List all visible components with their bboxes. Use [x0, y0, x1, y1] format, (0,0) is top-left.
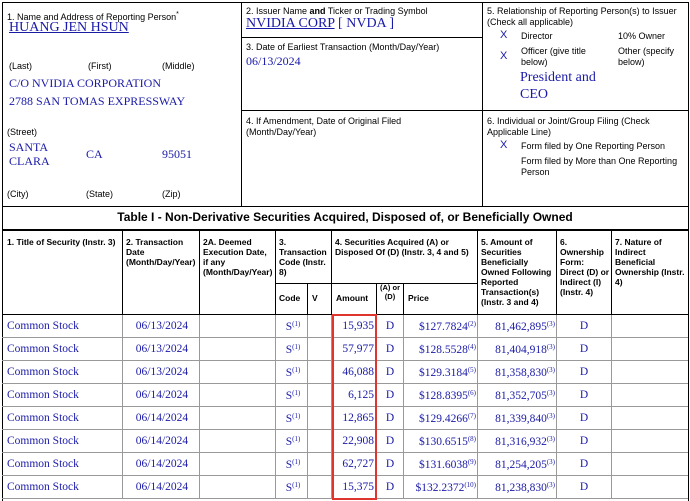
box4-label: 4. If Amendment, Date of Original Filed (Month/Day/Year)	[246, 116, 402, 137]
row-ownership-form: D	[579, 343, 589, 355]
row-acquired-disposed: D	[385, 435, 395, 447]
subheader-a-or-d: (A) or (D)	[380, 283, 400, 301]
row-price: $127.7824$^{(2)}$	[418, 320, 476, 333]
row-transaction-code: $S^{(1)}$	[285, 458, 301, 471]
row-acquired-disposed: D	[385, 343, 395, 355]
column-divider	[307, 361, 308, 384]
column-divider	[199, 430, 200, 453]
state-value: CA	[86, 147, 103, 161]
ticker-symbol: NVDA	[346, 16, 386, 31]
box2-label: 2. Issuer Name and Ticker or Trading Symbol	[246, 6, 428, 16]
column-divider	[611, 338, 612, 361]
other-label: Other (specify below)	[618, 46, 675, 67]
row-amount: 22,908	[342, 435, 374, 447]
officer-label: Officer (give title below)	[521, 46, 586, 67]
column-divider	[199, 476, 200, 499]
state-label: (State)	[86, 189, 114, 199]
address-line-1: C/O NVIDIA CORPORATION	[9, 76, 162, 90]
row-amount: 57,977	[342, 343, 374, 355]
column-divider	[122, 361, 123, 384]
row-security: Common Stock	[7, 343, 79, 355]
column-divider	[611, 384, 612, 407]
column-divider	[307, 430, 308, 453]
last-label: (Last)	[9, 61, 33, 71]
subheader-v: V	[312, 293, 318, 303]
row-owned-following: 81,404,918$^{(3)}$	[495, 343, 555, 356]
row-amount: 46,088	[342, 366, 374, 378]
column-divider	[611, 453, 612, 476]
column-divider	[199, 453, 200, 476]
row-ownership-form: D	[579, 435, 589, 447]
row-transaction-code: $S^{(1)}$	[285, 366, 301, 379]
column-divider	[199, 361, 200, 384]
row-transaction-date: 06/14/2024	[135, 435, 189, 447]
row-transaction-date: 06/14/2024	[135, 389, 189, 401]
column-divider	[403, 476, 404, 499]
column-divider	[403, 453, 404, 476]
column-divider	[611, 315, 612, 338]
column-divider	[611, 361, 612, 384]
row-ownership-form: D	[579, 481, 589, 493]
col-header-date: 2. Transaction Date (Month/Day/Year)	[126, 237, 196, 267]
officer-title: President and CEO	[520, 70, 596, 102]
amount-highlight-box	[332, 314, 377, 500]
column-divider	[307, 453, 308, 476]
row-transaction-date: 06/14/2024	[135, 412, 189, 424]
row-security: Common Stock	[7, 481, 79, 493]
column-divider	[307, 338, 308, 361]
column-divider	[275, 430, 276, 453]
column-divider	[122, 453, 123, 476]
column-divider	[275, 384, 276, 407]
column-divider	[275, 407, 276, 430]
col-header-title: 1. Title of Security (Instr. 3)	[7, 237, 116, 247]
column-divider	[307, 476, 308, 499]
row-ownership-form: D	[579, 412, 589, 424]
column-divider	[307, 384, 308, 407]
column-divider	[275, 453, 276, 476]
row-security: Common Stock	[7, 412, 79, 424]
ticker-bracket-open: [	[338, 16, 347, 31]
first-label: (First)	[88, 61, 112, 71]
column-divider	[307, 407, 308, 430]
one-person-label: Form filed by One Reporting Person	[521, 141, 666, 151]
row-ownership-form: D	[579, 458, 589, 470]
issuer-name-link[interactable]: NVIDIA CORP	[246, 16, 335, 31]
more-persons-label: Form filed by More than One Reporting Person	[521, 156, 678, 177]
subheader-price: Price	[408, 293, 429, 303]
row-owned-following: 81,238,830$^{(3)}$	[495, 481, 555, 494]
column-divider	[403, 361, 404, 384]
row-transaction-code: $S^{(1)}$	[285, 481, 301, 494]
row-transaction-code: $S^{(1)}$	[285, 320, 301, 333]
row-owned-following: 81,462,895$^{(3)}$	[495, 320, 555, 333]
box3-label: 3. Date of Earliest Transaction (Month/Day/Year)	[246, 42, 440, 52]
column-divider	[199, 407, 200, 430]
row-owned-following: 81,316,932$^{(3)}$	[495, 435, 555, 448]
col-header-securities: 4. Securities Acquired (A) or Disposed Of (D) (Instr. 3, 4 and 5)	[335, 237, 469, 257]
col-header-deemed-date: 2A. Deemed Execution Date, if any (Month/Day/Year)	[203, 237, 273, 277]
row-amount: 62,727	[342, 458, 374, 470]
row-transaction-code: $S^{(1)}$	[285, 389, 301, 402]
col-header-owned: 5. Amount of Securities Beneficially Owned Following Reported Transaction(s) (Instr. 3 and 4)	[481, 237, 552, 307]
col-header-nature: 7. Nature of Indirect Beneficial Ownership (Instr. 4)	[615, 237, 685, 287]
column-divider	[275, 315, 276, 338]
row-price: $131.6038$^{(9)}$	[418, 458, 476, 471]
row-price: $130.6515$^{(8)}$	[418, 435, 476, 448]
city-value: SANTA CLARA	[9, 140, 50, 168]
col-header-code: 3. Transaction Code (Instr. 8)	[279, 237, 327, 277]
row-acquired-disposed: D	[385, 389, 395, 401]
row-transaction-date: 06/14/2024	[135, 458, 189, 470]
row-security: Common Stock	[7, 458, 79, 470]
row-acquired-disposed: D	[385, 366, 395, 378]
column-divider	[122, 430, 123, 453]
row-owned-following: 81,358,830$^{(3)}$	[495, 366, 555, 379]
row-ownership-form: D	[579, 389, 589, 401]
row-security: Common Stock	[7, 435, 79, 447]
row-price: $128.5528$^{(4)}$	[418, 343, 476, 356]
box5-label: 5. Relationship of Reporting Person(s) to Issuer (Check all applicable)	[487, 6, 677, 27]
row-price: $129.3184$^{(5)}$	[418, 366, 476, 379]
row-ownership-form: D	[579, 320, 589, 332]
row-security: Common Stock	[7, 320, 79, 332]
subheader-amount: Amount	[336, 293, 369, 303]
row-price: $128.8395$^{(6)}$	[418, 389, 476, 402]
row-transaction-date: 06/14/2024	[135, 481, 189, 493]
zip-value: 95051	[162, 147, 192, 161]
row-amount: 15,375	[342, 481, 374, 493]
earliest-transaction-date: 06/13/2024	[246, 54, 301, 68]
column-divider	[122, 384, 123, 407]
row-transaction-code: $S^{(1)}$	[285, 435, 301, 448]
subheader-code: Code	[279, 293, 301, 303]
column-divider	[403, 407, 404, 430]
column-divider	[122, 338, 123, 361]
ticker-bracket-close: ]	[385, 16, 395, 31]
column-divider	[403, 430, 404, 453]
row-owned-following: 81,339,840$^{(3)}$	[495, 412, 555, 425]
column-divider	[199, 338, 200, 361]
row-acquired-disposed: D	[385, 412, 395, 424]
column-divider	[611, 430, 612, 453]
row-transaction-date: 06/13/2024	[135, 320, 189, 332]
column-divider	[275, 338, 276, 361]
table-title: Table I - Non-Derivative Securities Acquired, Disposed of, or Beneficially Owned	[117, 210, 573, 224]
row-acquired-disposed: D	[385, 458, 395, 470]
column-divider	[403, 315, 404, 338]
box1-label: 1. Name and Address of Reporting Person*	[7, 11, 179, 22]
row-transaction-code: $S^{(1)}$	[285, 412, 301, 425]
row-transaction-code: $S^{(1)}$	[285, 343, 301, 356]
row-security: Common Stock	[7, 389, 79, 401]
col-header-ownership-form: 6. Ownership Form: Direct (D) or Indirect (I) (Instr. 4)	[560, 237, 610, 297]
one-person-check-mark: X	[500, 139, 508, 151]
row-amount: 12,865	[342, 412, 374, 424]
column-divider	[611, 407, 612, 430]
middle-label: (Middle)	[162, 61, 195, 71]
row-transaction-date: 06/13/2024	[135, 366, 189, 378]
ten-percent-owner-label: 10% Owner	[618, 31, 666, 41]
row-price: $129.4266$^{(7)}$	[418, 412, 476, 425]
row-acquired-disposed: D	[385, 320, 395, 332]
director-check-mark: X	[500, 29, 508, 41]
row-transaction-date: 06/13/2024	[135, 343, 189, 355]
column-divider	[275, 361, 276, 384]
row-acquired-disposed: D	[385, 481, 395, 493]
column-divider	[199, 315, 200, 338]
column-divider	[122, 476, 123, 499]
zip-label: (Zip)	[162, 189, 181, 199]
column-divider	[122, 407, 123, 430]
reporting-person-name-link[interactable]: HUANG JEN HSUN	[9, 20, 129, 35]
row-security: Common Stock	[7, 366, 79, 378]
row-amount: 15,935	[342, 320, 374, 332]
column-divider	[403, 338, 404, 361]
row-amount: 6,125	[348, 389, 374, 401]
director-label: Director	[521, 31, 553, 41]
row-owned-following: 81,254,205$^{(3)}$	[495, 458, 555, 471]
column-divider	[307, 315, 308, 338]
street-label: (Street)	[7, 127, 38, 137]
row-ownership-form: D	[579, 366, 589, 378]
address-line-2: 2788 SAN TOMAS EXPRESSWAY	[9, 94, 186, 108]
column-divider	[275, 476, 276, 499]
box6-label: 6. Individual or Joint/Group Filing (Check Applicable Line)	[487, 116, 650, 137]
column-divider	[199, 384, 200, 407]
row-price: $132.2372$^{(10)}$	[415, 481, 476, 494]
issuer-ticker	[246, 16, 394, 32]
column-divider	[122, 315, 123, 338]
column-divider	[403, 384, 404, 407]
officer-check-mark: X	[500, 50, 508, 62]
column-divider	[611, 476, 612, 499]
row-owned-following: 81,352,705$^{(3)}$	[495, 389, 555, 402]
city-label: (City)	[7, 189, 29, 199]
